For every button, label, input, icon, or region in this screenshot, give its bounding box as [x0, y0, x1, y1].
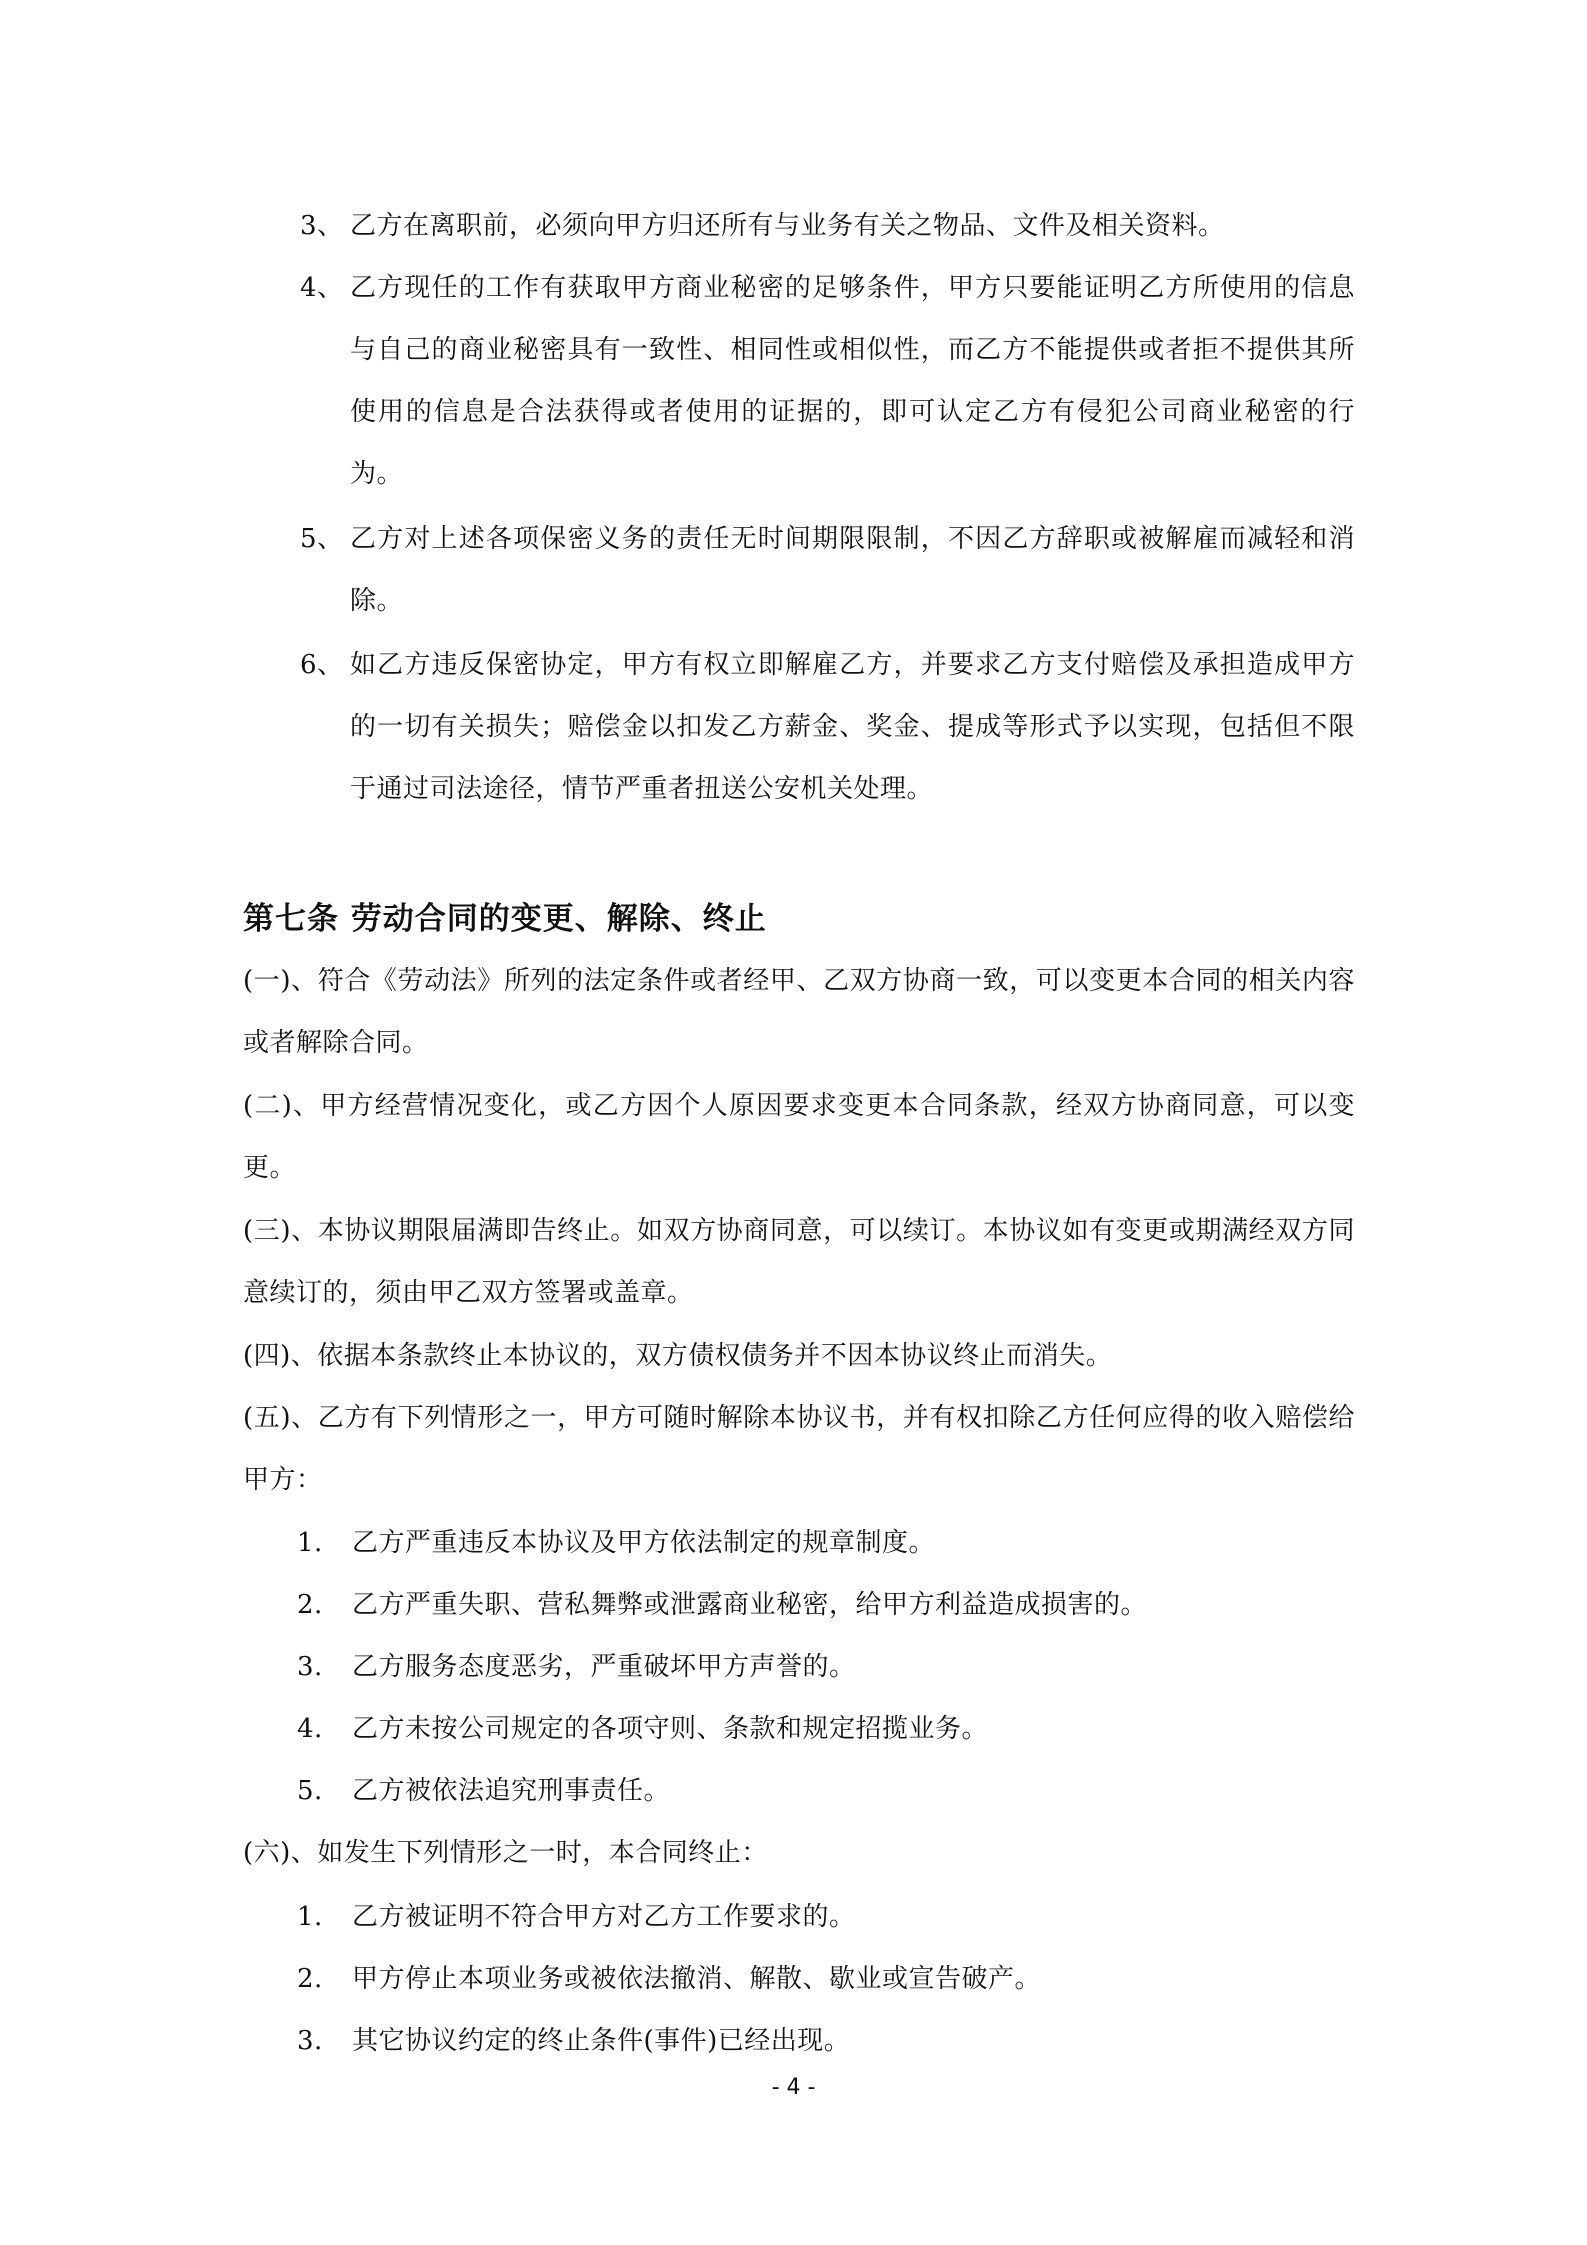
list-number: 4. — [297, 1714, 323, 1744]
clause-text — [243, 1325, 1355, 1387]
section-heading: 第七条 劳动合同的变更、解除、终止 — [243, 901, 767, 937]
list-number: 6、 — [300, 650, 344, 680]
page-number: - 4 - — [771, 2075, 816, 2100]
clause-text — [243, 1822, 1355, 1884]
list-number: 3. — [297, 2026, 323, 2056]
clause-number: (五)、 — [243, 1403, 318, 1433]
clause-body: 依据本条款终止本协议的，双方债权债务并不因本协议终止而消失。 — [317, 1341, 1113, 1371]
list-text: 甲方停止本项业务或被依法撤消、解散、歇业或宣告破产。 — [352, 1964, 1042, 1994]
clause-text — [243, 1075, 1355, 1199]
list-number: 2. — [297, 1590, 323, 1620]
list-text: 乙方在离职前，必须向甲方归还所有与业务有关之物品、文件及相关资料。 — [350, 211, 1225, 241]
clause-number: (一)、 — [243, 966, 318, 996]
list-number: 1. — [297, 1902, 323, 1932]
clause-number: (六)、 — [243, 1838, 318, 1868]
clause-body: 本协议期限届满即告终止。如双方协商同意，可以续订。本协议如有变更或期满经双方同意续订的，须由甲乙双方签署或盖章。 — [243, 1216, 1355, 1308]
list-text: 乙方被证明不符合甲方对乙方工作要求的。 — [352, 1902, 856, 1932]
clause-number: (四)、 — [243, 1341, 318, 1371]
clause-body: 如发生下列情形之一时，本合同终止： — [317, 1838, 768, 1868]
list-number: 4、 — [300, 273, 344, 303]
clause-body: 乙方有下列情形之一，甲方可随时解除本协议书，并有权扣除乙方任何应得的收入赔偿给甲方： — [243, 1403, 1355, 1495]
list-number: 3、 — [300, 211, 344, 241]
clause-number: (二)、 — [243, 1091, 321, 1121]
list-text: 乙方现任的工作有获取甲方商业秘密的足够条件，甲方只要能证明乙方所使用的信息与自己的商业秘密具有一致性、相同性或相似性，而乙方不能提供或者拒不提供其所使用的信息是合法获得或者使用的证据的，即可认定乙方有侵犯公司商业秘密的行为。 — [350, 273, 1355, 489]
clause-text — [243, 950, 1355, 1074]
list-number: 5. — [297, 1776, 323, 1806]
list-number: 1. — [297, 1528, 323, 1558]
clause-text — [243, 1387, 1355, 1511]
list-text: 乙方对上述各项保密义务的责任无时间期限限制，不因乙方辞职或被解雇而减轻和消除。 — [350, 524, 1355, 616]
clause-body: 甲方经营情况变化，或乙方因个人原因要求变更本合同条款，经双方协商同意，可以变更。 — [243, 1091, 1355, 1183]
list-text: 其它协议约定的终止条件(事件)已经出现。 — [352, 2026, 851, 2056]
list-number: 3. — [297, 1652, 323, 1682]
list-text: 乙方未按公司规定的各项守则、条款和规定招揽业务。 — [352, 1714, 989, 1744]
list-text: 乙方严重违反本协议及甲方依法制定的规章制度。 — [352, 1528, 936, 1558]
list-text: 乙方被依法追究刑事责任。 — [352, 1776, 671, 1806]
list-number: 5、 — [300, 524, 344, 554]
clause-body: 符合《劳动法》所列的法定条件或者经甲、乙双方协商一致，可以变更本合同的相关内容或者解除合同。 — [243, 966, 1355, 1058]
clause-text — [243, 1200, 1355, 1324]
list-text: 乙方服务态度恶劣，严重破坏甲方声誉的。 — [352, 1652, 856, 1682]
list-text: 如乙方违反保密协定，甲方有权立即解雇乙方，并要求乙方支付赔偿及承担造成甲方的一切有关损失；赔偿金以扣发乙方薪金、奖金、提成等形式予以实现，包括但不限于通过司法途径，情节严重者扭送公安机关处理。 — [350, 650, 1355, 804]
list-text: 乙方严重失职、营私舞弊或泄露商业秘密，给甲方利益造成损害的。 — [352, 1590, 1148, 1620]
list-number: 2. — [297, 1964, 323, 1994]
clause-number: (三)、 — [243, 1216, 318, 1246]
